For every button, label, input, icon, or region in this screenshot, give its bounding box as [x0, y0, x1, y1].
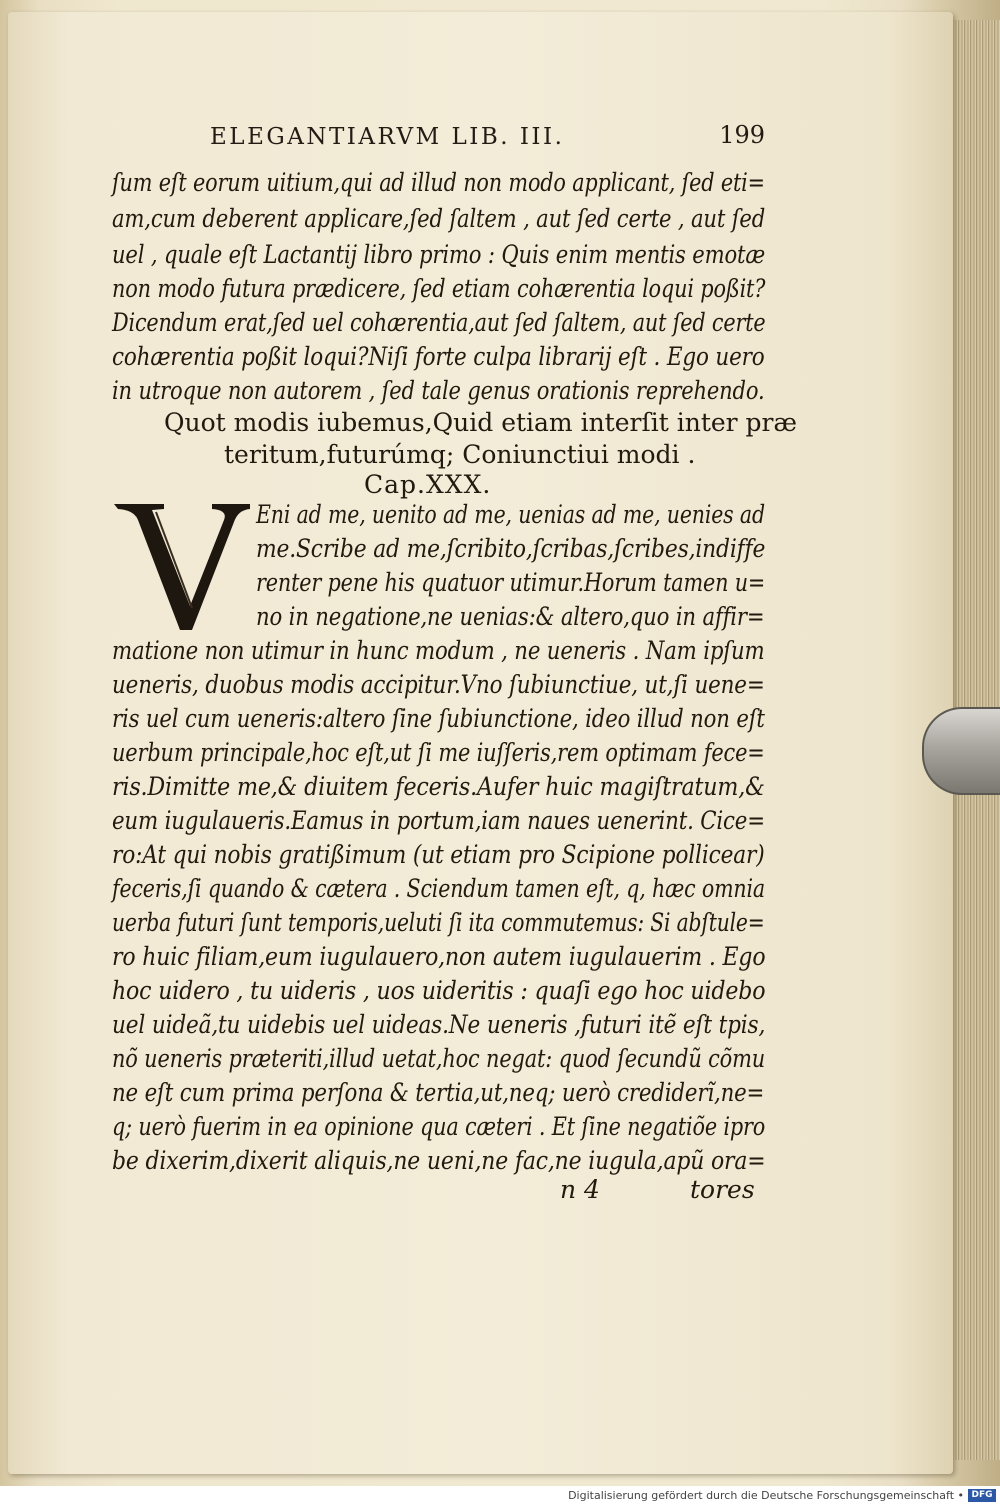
text-line: in utroque non autorem , ſed tale genus orationis reprehendo. — [112, 376, 765, 405]
text-line: matione non utimur in hunc modum , ne ueneris . Nam ipſum — [112, 636, 765, 665]
decorated-initial-v — [112, 498, 252, 638]
text-line: eum iugulaueris.Eamus in portum,iam naues uenerint. Cice= — [112, 806, 765, 835]
running-head — [210, 118, 765, 154]
funding-credit: Digitalisierung gefördert durch die Deutsche Forschungsgemeinschaft • — [568, 1489, 964, 1502]
text-line: uerbum principale,hoc eſt,ut ſi me iuſſeris,rem optimam fece= — [112, 738, 765, 767]
text-line: ris uel cum ueneris:altero ſine ſubiunctione, ideo illud non eſt — [112, 704, 765, 733]
text-line: feceris,ſi quando & cætera . Sciendum tamen eſt, q, hæc omnia — [112, 874, 765, 903]
running-title: ELEGANTIARVM LIB. III. — [210, 124, 565, 150]
text-line: uel uideã,tu uidebis uel uideas.Ne ueneris ,futuri itẽ eſt tpis, — [112, 1010, 766, 1039]
text-line: non modo futura prædicere, ſed etiam cohærentia loqui poßit? — [112, 274, 766, 303]
text-line: nõ ueneris præteriti,illud uetat,hoc negat: quod ſecundũ cõmu — [112, 1044, 766, 1073]
page-number: 199 — [719, 121, 765, 149]
text-line: ro huic filiam,eum iugulauero,non autem iugulauerim . Ego — [112, 942, 766, 971]
text-line: me.Scribe ad me,ſcribito,ſcribas,ſcribes,indiffe — [256, 534, 766, 563]
chapter-heading-line-2: teritum,futurúmq; Coniunctiui modi . — [224, 440, 696, 469]
digitization-footer — [0, 1486, 1000, 1506]
text-line: no in negatione,ne uenias:& altero,quo in affir= — [256, 602, 765, 631]
text-line: am,cum deberent applicare,ſed ſaltem , aut ſed certe , aut ſed — [112, 204, 766, 233]
page-clip — [922, 707, 1000, 795]
catchword: tores — [690, 1175, 755, 1204]
dfg-logo: DFG — [968, 1489, 996, 1502]
text-line: Eni ad me, uenito ad me, uenias ad me, uenies ad — [256, 500, 765, 529]
text-line: be dixerim,dixerit aliquis,ne ueni,ne fac,ne iugula,apũ ora= — [112, 1146, 766, 1175]
text-line: hoc uidero , tu uideris , uos uideritis : quaſi ego hoc uidebo — [112, 976, 766, 1005]
text-line: ris.Dimitte me,& diuitem feceris.Aufer huic magiſtratum,& — [112, 772, 765, 801]
text-line: ne eſt cum prima perſona & tertia,ut,neq; uerò crediderĩ,ne= — [112, 1078, 765, 1107]
text-line: q; uerò fuerim in ea opinione qua cæteri . Et ſine negatiõe ipro — [112, 1112, 766, 1141]
text-line: renter pene his quatuor utimur.Horum tamen u= — [256, 568, 766, 597]
text-line: cohærentia poßit loqui?Niſi forte culpa librarij eſt . Ego uero — [112, 342, 765, 371]
chapter-heading-line-1: Quot modis iubemus,Quid etiam interſit inter præ — [164, 408, 798, 437]
text-line: Dicendum erat,ſed uel cohærentia,aut ſed ſaltem, aut ſed certe — [112, 308, 766, 337]
text-line: uel , quale eſt Lactantij libro primo : Quis enim mentis emotæ — [112, 240, 766, 269]
text-line: ro:At qui nobis gratißimum (ut etiam pro Scipione pollicear) — [112, 840, 765, 869]
signature-mark: n 4 — [560, 1175, 600, 1204]
chapter-number: Cap.XXX. — [364, 470, 492, 499]
text-line: ſum eſt eorum uitium,qui ad illud non modo applicant, ſed eti= — [112, 168, 765, 197]
text-line: uerba futuri ſunt temporis,ueluti ſi ita commutemus: Si abſtule= — [112, 908, 765, 937]
text-line: ueneris, duobus modis accipitur.Vno ſubiunctiue, ut,ſi uene= — [112, 670, 765, 699]
